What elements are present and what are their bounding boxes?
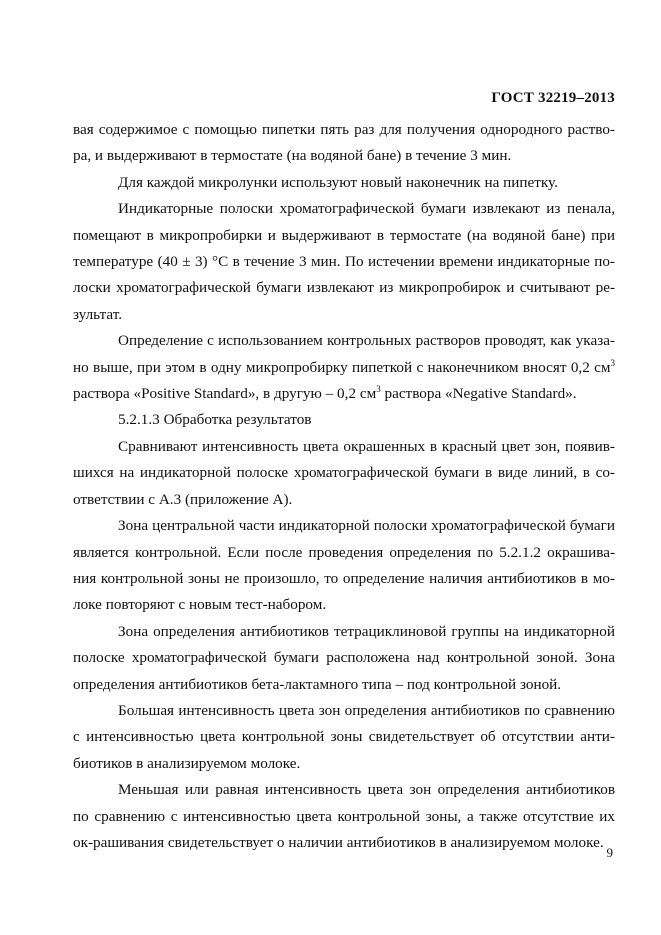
section-heading-5-2-1-3: 5.2.1.3 Обработка результатов [118,411,312,429]
paragraph-lesser-intensity: Меньшая или равная интенсивность цвета зон определения антибиотиков по сравнению с интенсивностью цвета контрольной зоны, а также отсутствие их ок-рашивания свидетельствует о наличии антибиотиков в анализируемом молоке. [73,781,615,851]
paragraph-compare-intensity: Сравнивают интенсивность цвета окрашенных в красный цвет зон, появив-шихся на индикаторной полоске хроматографической бумаги в виде линий, в со-ответствии с А.3 (приложение А). [73,437,615,508]
superscript-cubic-2: 3 [376,384,381,395]
paragraph-indicator-strips: Индикаторные полоски хроматографической бумаги извлекают из пенала, помещают в микропробирки и выдерживают в термостате (на водяной бане) при температуре (40 ± 3) °С в течение 3 мин. По истечении времени индикаторные по-лоски хроматографической бумаги извлекают из микропробирок и считывают ре-зультат. [73,200,615,323]
paragraph-greater-intensity: Большая интенсивность цвета зон определения антибиотиков по сравнению с интенсивностью цвета контрольной зоны свидетельствует об отсутствии анти-биотиков в анализируемом молоке. [73,701,615,772]
standard-code-header: ГОСТ 32219–2013 [491,90,615,106]
control-solutions-text-3: раствора «Negative Standard». [380,385,577,403]
document-body [73,117,615,856]
paragraph-pipette-tip: Для каждой микролунки используют новый наконечник на пипетку. [118,173,558,191]
paragraph-zone-locations: Зона определения антибиотиков тетрациклиновой группы на индикаторной полоске хроматографической бумаги расположена над контрольной зоной. Зона определения антибиотиков бета-лактамного типа – под контрольной зоной. [73,622,615,693]
paragraph-control-zone: Зона центральной части индикаторной полоски хроматографической бумаги является контрольной. Если после проведения определения по 5.2.1.2 окрашива-ния контрольной зоны не произошло, то определение наличия антибиотиков в мо-локе повторяют с новым тест-набором. [73,517,615,614]
superscript-cubic-1: 3 [610,357,615,368]
control-solutions-text-2: раствора «Positive Standard», в другую – 0,2 см [73,385,377,403]
paragraph-continuation: вая содержимое с помощью пипетки пять раз для получения однородного раство-ра, и выдерживают в термостате (на водяной бане) в течение 3 мин. [73,121,615,165]
control-solutions-text-1: Определение с использованием контрольных растворов проводят, как указа-но выше, при этом в одну микропробирку пипеткой с наконечником вносят 0,2 см [73,332,615,376]
paragraph-control-solutions [73,328,615,407]
page-number: 9 [606,845,613,860]
